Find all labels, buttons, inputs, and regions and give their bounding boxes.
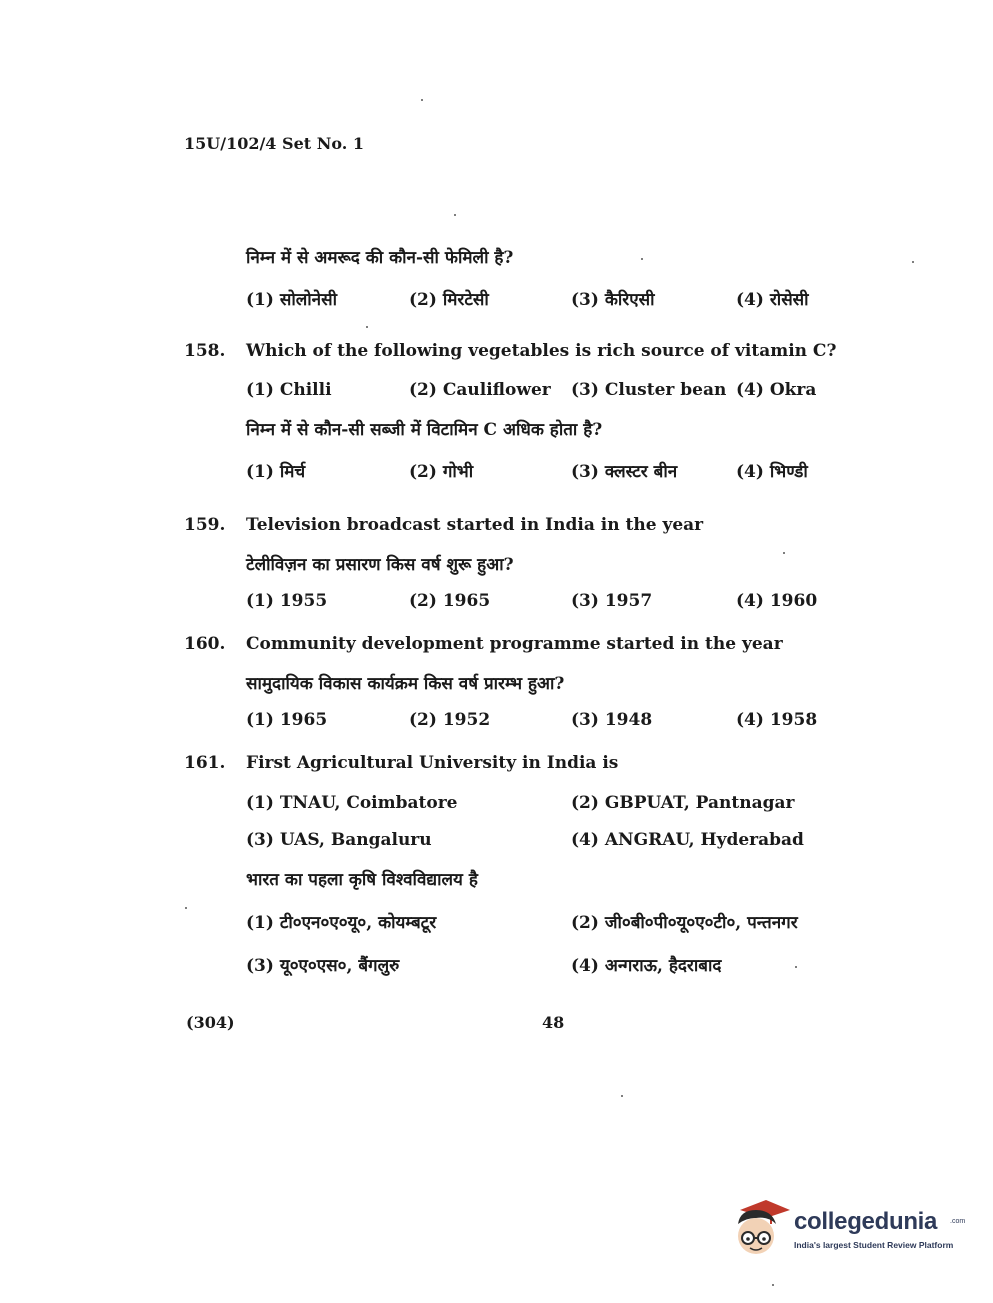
scan-speck: [795, 966, 797, 968]
q160-english: Community development programme started in the year: [246, 634, 783, 654]
scan-speck: [366, 326, 368, 328]
q161-option-4: (4) ANGRAU, Hyderabad: [571, 830, 804, 850]
q157-option-1-hi: (1) सोलोनेसी: [246, 290, 337, 310]
q159-option-1: (1) 1955: [246, 591, 328, 611]
q160-option-2: (2) 1952: [409, 710, 491, 730]
q161-option-1: (1) TNAU, Coimbatore: [246, 793, 458, 813]
q157-option-4-hi: (4) रोसेसी: [736, 290, 809, 310]
scan-speck: [621, 1095, 623, 1097]
q158-option-3: (3) Cluster bean: [571, 380, 727, 400]
q160-hindi: सामुदायिक विकास कार्यक्रम किस वर्ष प्रारम्भ हुआ?: [246, 674, 565, 694]
logo-wordmark: collegedunia: [794, 1208, 938, 1235]
q161-option-1-hi: (1) टी०एन०ए०यू०, कोयम्बटूर: [246, 913, 437, 933]
q158-english: Which of the following vegetables is rich source of vitamin C?: [246, 341, 837, 361]
q161-option-3-hi: (3) यू०ए०एस०, बैंगलुरु: [246, 956, 400, 976]
logo-suffix: .com: [950, 1218, 966, 1225]
q161-option-2-hi: (2) जी०बी०पी०यू०ए०टी०, पन्तनगर: [571, 913, 798, 933]
q157-option-3-hi: (3) कैरिएसी: [571, 290, 655, 310]
paper-code: (304): [186, 1013, 235, 1032]
scan-speck: [772, 1284, 774, 1286]
scan-speck: [421, 99, 423, 101]
q159-option-3: (3) 1957: [571, 591, 653, 611]
q161-option-3: (3) UAS, Bangaluru: [246, 830, 432, 850]
page-number: 48: [542, 1013, 565, 1032]
q161-option-4-hi: (4) अन्गराऊ, हैदराबाद: [571, 956, 722, 976]
collegedunia-logo: [732, 1196, 966, 1266]
q158-option-1: (1) Chilli: [246, 380, 332, 400]
q157-option-2-hi: (2) मिरटेसी: [409, 290, 489, 310]
document-code: 15U/102/4 Set No. 1: [184, 134, 364, 153]
q158-option-4-hi: (4) भिण्डी: [736, 462, 808, 482]
q158-option-4: (4) Okra: [736, 380, 817, 400]
q161-option-2: (2) GBPUAT, Pantnagar: [571, 793, 795, 813]
mascot-icon: [732, 1196, 792, 1266]
q161-number: 161.: [184, 753, 226, 773]
q159-hindi: टेलीविज़न का प्रसारण किस वर्ष शुरू हुआ?: [246, 555, 514, 575]
q158-option-1-hi: (1) मिर्च: [246, 462, 306, 482]
scan-speck: [641, 258, 643, 260]
logo-tagline: India's largest Student Review Platform: [794, 1240, 954, 1250]
q160-option-1: (1) 1965: [246, 710, 328, 730]
scan-speck: [783, 552, 785, 554]
q159-option-2: (2) 1965: [409, 591, 491, 611]
q159-option-4: (4) 1960: [736, 591, 818, 611]
q161-hindi: भारत का पहला कृषि विश्वविद्यालय है: [246, 870, 478, 890]
q157-hindi: निम्न में से अमरूद की कौन-सी फेमिली है?: [246, 248, 514, 268]
q160-option-3: (3) 1948: [571, 710, 653, 730]
q161-english: First Agricultural University in India is: [246, 753, 619, 773]
q158-option-3-hi: (3) क्लस्टर बीन: [571, 462, 678, 482]
scan-speck: [454, 214, 456, 216]
scan-speck: [912, 261, 914, 263]
q159-number: 159.: [184, 515, 226, 535]
q158-option-2-hi: (2) गोभी: [409, 462, 474, 482]
q158-number: 158.: [184, 341, 226, 361]
q159-english: Television broadcast started in India in the year: [246, 515, 704, 535]
q158-hindi: निम्न में से कौन-सी सब्जी में विटामिन C अधिक होता है?: [246, 420, 603, 440]
scan-speck: [185, 907, 187, 909]
q160-option-4: (4) 1958: [736, 710, 818, 730]
q160-number: 160.: [184, 634, 226, 654]
q158-option-2: (2) Cauliflower: [409, 380, 551, 400]
